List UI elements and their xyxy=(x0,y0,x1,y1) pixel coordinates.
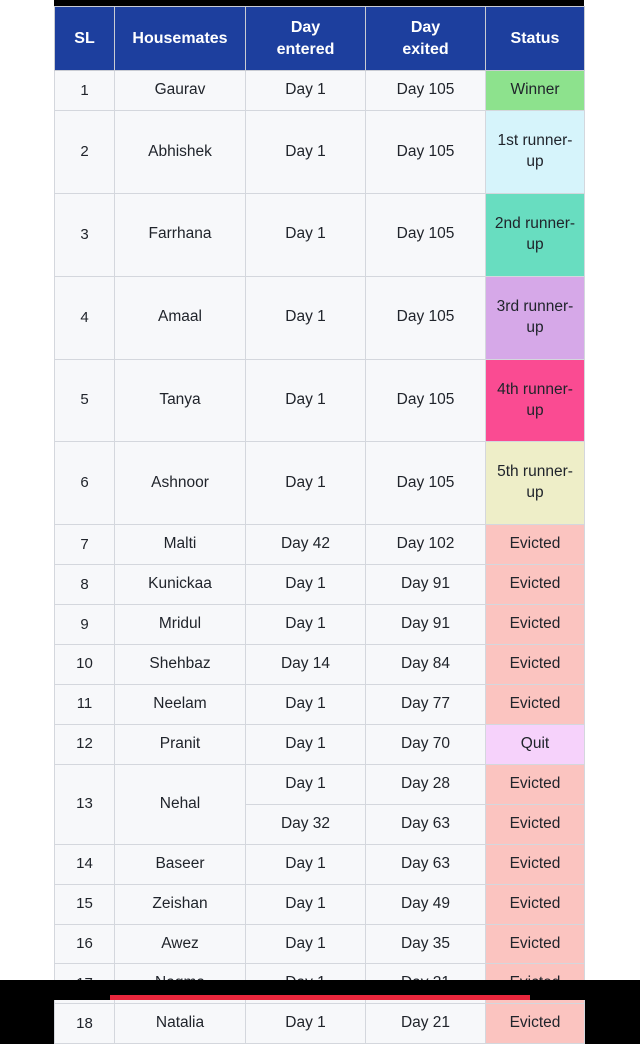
table-row xyxy=(55,685,585,725)
cell-day-exited: Day 105 xyxy=(366,442,486,525)
table-row xyxy=(55,111,585,194)
cell-sl: 10 xyxy=(55,645,115,685)
cell-sl: 6 xyxy=(55,442,115,525)
cell-day-entered: Day 1 xyxy=(246,565,366,605)
cell-housemate-name: Awez xyxy=(115,924,246,964)
cell-day-entered: Day 1 xyxy=(246,111,366,194)
cell-housemate-name: Gaurav xyxy=(115,71,246,111)
table-row xyxy=(55,764,585,804)
cell-day-entered: Day 1 xyxy=(246,884,366,924)
cell-day-exited: Day 105 xyxy=(366,111,486,194)
cell-housemate-name: Nehal xyxy=(115,764,246,844)
status-badge: 5th runner-up xyxy=(486,442,585,525)
cell-housemate-name: Neelam xyxy=(115,685,246,725)
cell-housemate-name: Tanya xyxy=(115,359,246,442)
cell-sl: 13 xyxy=(55,764,115,844)
cell-sl: 18 xyxy=(55,1004,115,1044)
cell-sl: 9 xyxy=(55,605,115,645)
cell-day-entered: Day 1 xyxy=(246,764,366,804)
cell-housemate-name: Malti xyxy=(115,525,246,565)
status-badge: Quit xyxy=(486,724,585,764)
cell-housemate-name: Farrhana xyxy=(115,193,246,276)
status-badge: 1st runner-up xyxy=(486,111,585,194)
cell-sl: 5 xyxy=(55,359,115,442)
status-badge: 4th runner-up xyxy=(486,359,585,442)
cell-day-exited: Day 91 xyxy=(366,565,486,605)
cell-sl: 16 xyxy=(55,924,115,964)
column-header-status-label: Status xyxy=(510,29,560,47)
table-row xyxy=(55,71,585,111)
table-row xyxy=(55,442,585,525)
cell-day-entered: Day 1 xyxy=(246,1004,366,1044)
cell-day-exited: Day 21 xyxy=(366,1004,486,1044)
cell-day-entered: Day 1 xyxy=(246,924,366,964)
table-row xyxy=(55,359,585,442)
table-header xyxy=(55,7,585,71)
cell-day-exited: Day 102 xyxy=(366,525,486,565)
cell-day-entered: Day 1 xyxy=(246,71,366,111)
cell-day-exited: Day 105 xyxy=(366,359,486,442)
column-header-sl-label: SL xyxy=(74,29,95,47)
cell-day-entered: Day 1 xyxy=(246,276,366,359)
table-row xyxy=(55,276,585,359)
bottom-accent-bar xyxy=(110,995,530,1000)
cell-day-exited: Day 70 xyxy=(366,724,486,764)
status-badge: Evicted xyxy=(486,565,585,605)
cell-sl: 1 xyxy=(55,71,115,111)
status-badge: Evicted xyxy=(486,685,585,725)
status-badge: Evicted xyxy=(486,525,585,565)
status-badge: Evicted xyxy=(486,645,585,685)
cell-housemate-name: Kunickaa xyxy=(115,565,246,605)
cell-sl: 15 xyxy=(55,884,115,924)
cell-sl: 14 xyxy=(55,844,115,884)
cell-housemate-name: Mridul xyxy=(115,605,246,645)
cell-housemate-name: Pranit xyxy=(115,724,246,764)
table-row xyxy=(55,724,585,764)
status-badge: Evicted xyxy=(486,1004,585,1044)
status-badge: Evicted xyxy=(486,804,585,844)
cell-day-entered: Day 1 xyxy=(246,685,366,725)
cell-housemate-name: Ashnoor xyxy=(115,442,246,525)
cell-day-entered: Day 1 xyxy=(246,442,366,525)
cell-sl: 3 xyxy=(55,193,115,276)
table-row xyxy=(55,605,585,645)
cell-day-entered: Day 1 xyxy=(246,359,366,442)
housemates-table-container xyxy=(54,6,584,1044)
cell-housemate-name: Zeishan xyxy=(115,884,246,924)
housemates-table xyxy=(54,6,585,1044)
table-body xyxy=(55,71,585,1044)
cell-sl: 12 xyxy=(55,724,115,764)
column-header-status xyxy=(486,7,585,71)
cell-day-exited: Day 77 xyxy=(366,685,486,725)
cell-day-entered: Day 1 xyxy=(246,193,366,276)
status-badge: 3rd runner-up xyxy=(486,276,585,359)
cell-day-exited: Day 105 xyxy=(366,276,486,359)
table-row xyxy=(55,645,585,685)
cell-sl: 8 xyxy=(55,565,115,605)
cell-housemate-name: Amaal xyxy=(115,276,246,359)
cell-day-entered: Day 32 xyxy=(246,804,366,844)
cell-day-entered: Day 1 xyxy=(246,605,366,645)
cell-housemate-name: Abhishek xyxy=(115,111,246,194)
column-header-sl xyxy=(55,7,115,71)
cell-day-exited: Day 91 xyxy=(366,605,486,645)
status-badge: Evicted xyxy=(486,924,585,964)
status-badge: Evicted xyxy=(486,764,585,804)
status-badge: Evicted xyxy=(486,844,585,884)
status-badge: Winner xyxy=(486,71,585,111)
left-margin xyxy=(0,0,54,1000)
cell-sl: 7 xyxy=(55,525,115,565)
column-header-day-entered: Day entered xyxy=(246,7,366,71)
cell-housemate-name: Shehbaz xyxy=(115,645,246,685)
table-row xyxy=(55,565,585,605)
cell-day-exited: Day 35 xyxy=(366,924,486,964)
cell-day-exited: Day 49 xyxy=(366,884,486,924)
table-row xyxy=(55,924,585,964)
cell-day-exited: Day 84 xyxy=(366,645,486,685)
cell-sl: 11 xyxy=(55,685,115,725)
cell-day-exited: Day 28 xyxy=(366,764,486,804)
status-badge: 2nd runner-up xyxy=(486,193,585,276)
table-row xyxy=(55,525,585,565)
bottom-black-bar xyxy=(0,980,640,1000)
table-row xyxy=(55,844,585,884)
cell-day-entered: Day 14 xyxy=(246,645,366,685)
cell-day-entered: Day 1 xyxy=(246,844,366,884)
cell-day-exited: Day 63 xyxy=(366,844,486,884)
cell-housemate-name: Baseer xyxy=(115,844,246,884)
column-header-housemates xyxy=(115,7,246,71)
status-badge: Evicted xyxy=(486,605,585,645)
column-header-day-exited: Day exited xyxy=(366,7,486,71)
cell-day-exited: Day 63 xyxy=(366,804,486,844)
table-row xyxy=(55,1004,585,1044)
cell-day-entered: Day 42 xyxy=(246,525,366,565)
table-row xyxy=(55,193,585,276)
table-row xyxy=(55,884,585,924)
cell-housemate-name: Natalia xyxy=(115,1004,246,1044)
cell-sl: 2 xyxy=(55,111,115,194)
cell-day-exited: Day 105 xyxy=(366,193,486,276)
table-header-row xyxy=(55,7,585,71)
right-margin xyxy=(584,0,640,1000)
status-badge: Evicted xyxy=(486,884,585,924)
column-header-housemates-label: Housemates xyxy=(132,29,228,47)
cell-sl: 4 xyxy=(55,276,115,359)
cell-day-entered: Day 1 xyxy=(246,724,366,764)
cell-day-exited: Day 105 xyxy=(366,71,486,111)
